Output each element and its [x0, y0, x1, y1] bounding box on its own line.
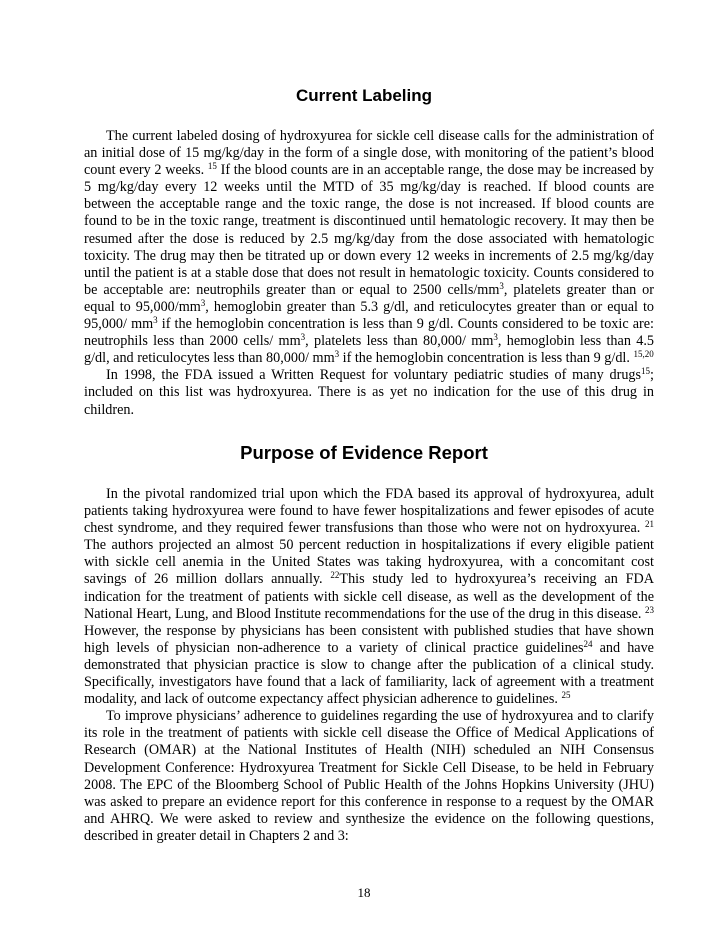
text-run: if the hemoglobin concentration is less than 9 g/dl. [339, 350, 634, 367]
text-run: The authors projected an almost 50 percent reduction in hospitalizations if every eligible patient with sickle cell anemia in the United States was taking hydroxyurea, with a concomitant cost savings of 26 million dollars annually. [84, 537, 654, 588]
unit-superscript: 3 [499, 280, 504, 291]
section-body-current-labeling [84, 128, 654, 419]
text-run: In the pivotal randomized trial upon which the FDA based its approval of hydroxyurea, adult patients taking hydroxyurea were found to have fewer hospitalizations and fewer episodes of acute chest syndrome, and they required fewer transfusions than those who were not on hydroxyurea. [84, 486, 654, 537]
citation-superscript: 22 [330, 570, 340, 581]
paragraph-dosing [84, 128, 654, 367]
text-run: In 1998, the FDA issued a Written Request for voluntary pediatric studies of many drugs [106, 367, 642, 384]
unit-superscript: 3 [300, 332, 306, 343]
unit-superscript: 3 [200, 297, 206, 308]
unit-superscript: 3 [153, 315, 158, 326]
text-run: ; included on this list was hydroxyurea. There is as yet no indication for the use of this drug in children. [84, 367, 654, 418]
citation-superscript: 24 [583, 638, 593, 649]
citation-superscript: 23 [645, 604, 654, 615]
text-run: If the blood counts are in an acceptable range, the dose may be increased by 5 mg/kg/day every 12 weeks until the MTD of 35 mg/kg/day is reached. If blood counts are between the acceptable range and the toxic range, the dose is not increased. If blood counts are found to be in the toxic range, treatment is discontinued until hematologic recovery. It may then be resumed after the dose is reduced by 2.5 mg/kg/day from the dose associated with hematologic toxicity. The drug may then be titrated up or down every 12 weeks in increments of 2.5 mg/kg/day until the patient is at a stable dose that does not result in hematologic toxicity. Counts considered to be acceptable are: neutrophils greater than or equal to 2500 cells/mm [84, 162, 655, 298]
text-run: To improve physicians’ adherence to guidelines regarding the use of hydroxyurea and to clarify its role in the treatment of patients with sickle cell disease the Office of Medical Applications of Research (OMAR) at the National Institutes of Health (NIH) scheduled an NIH Consensus Development Conference: Hydroxyurea Treatment for Sickle Cell Disease, to be held in February 2008. The EPC of the Bloomberg School of Public Health of the Johns Hopkins University (JHU) was asked to prepare an evidence report for this conference in response to a request by the OMAR and AHRQ. We were asked to review and synthesize the evidence on the following questions, described in greater detail in Chapters 2 and 3: [84, 708, 654, 844]
citation-superscript: 15 [207, 161, 217, 172]
text-run: , platelets greater than or equal to 95,000/mm [84, 281, 654, 315]
citation-superscript: 25 [561, 690, 571, 701]
unit-superscript: 3 [493, 332, 498, 343]
section-body-purpose [84, 486, 654, 845]
text-run: , hemoglobin less than 4.5 g/dl, and reticulocytes less than 80,000/ mm [84, 333, 654, 367]
text-run: This study led to hydroxyurea’s receiving an FDA indication for the treatment of patients with sickle cell disease, as well as the development of the National Heart, Lung, and Blood Institute recommendations for the use of the drug in this disease. [84, 571, 654, 622]
citation-superscript: 21 [645, 519, 654, 530]
text-run: , hemoglobin greater than 5.3 g/dl, and reticulocytes greater than or equal to 95,000/ mm [84, 298, 655, 333]
text-run: However, the response by physicians has been consistent with published studies that have shown high levels of physician non-adherence to a variety of clinical practice guidelines [84, 622, 654, 656]
section-heading-current-labeling: Current Labeling [295, 86, 432, 105]
unit-superscript: 3 [334, 349, 340, 360]
paragraph-fda-request [84, 367, 654, 418]
paragraph-pivotal-trial [84, 486, 654, 708]
text-run: and have demonstrated that physician practice is slow to change after the publication of a clinical study. Specifically, investigators have found that a lack of familiarity, lack of agreement with a treatment modality, and lack of outcome expectancy affect physician adherence to guidelines. [84, 639, 654, 708]
citation-superscript: 15,20 [633, 349, 654, 360]
paragraph-conference [84, 708, 654, 845]
text-run: The current labeled dosing of hydroxyurea for sickle cell disease calls for the administration of an initial dose of 15 mg/kg/day in the form of a single dose, with monitoring of the patient’s blood count every 2 weeks. [84, 128, 654, 179]
text-run: if the hemoglobin concentration is less than 9 g/dl. Counts considered to be toxic are: neutrophils less than 2000 cells/ mm [84, 316, 654, 350]
citation-superscript: 15 [641, 366, 651, 377]
text-run: , platelets less than 80,000/ mm [305, 333, 494, 350]
section-heading-purpose: Purpose of Evidence Report [240, 442, 488, 463]
page-number: 18 [357, 885, 371, 900]
